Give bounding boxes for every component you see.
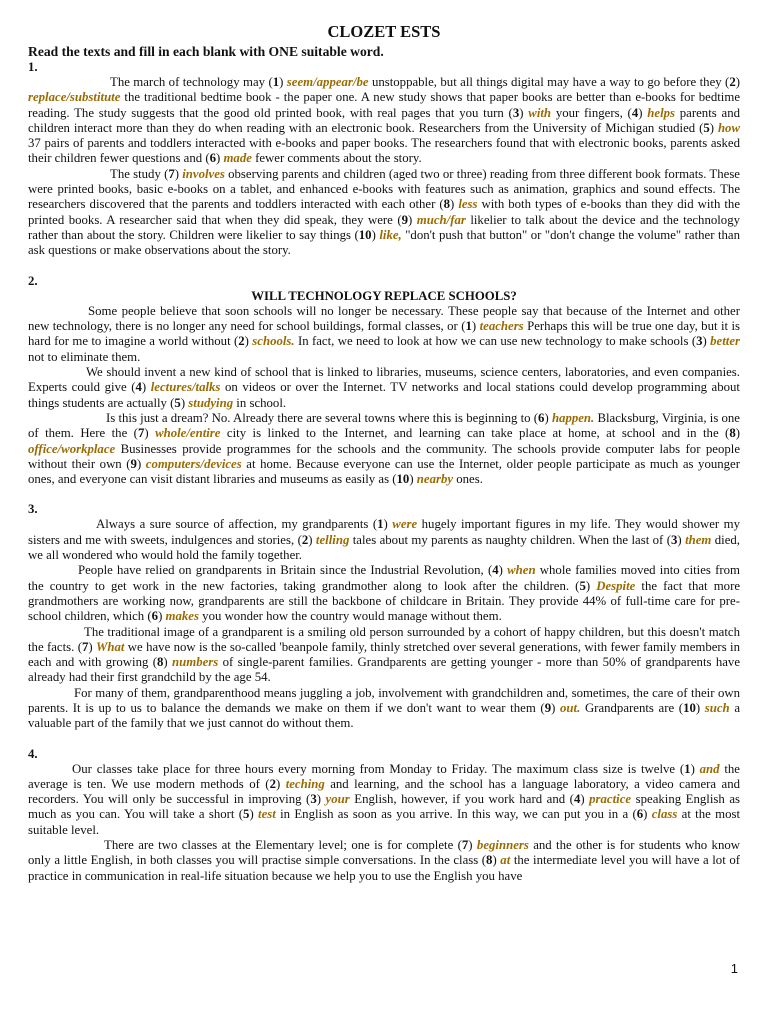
blank-number: 1 bbox=[684, 761, 691, 776]
filled-answer: such bbox=[704, 700, 730, 715]
blank-number: 8 bbox=[729, 426, 736, 441]
blank-number: 5 bbox=[174, 395, 181, 410]
filled-answer: when bbox=[507, 563, 536, 578]
filled-answer: schools. bbox=[252, 334, 295, 349]
blank-number: 10 bbox=[683, 700, 696, 715]
blank-number: 2 bbox=[729, 75, 736, 89]
filled-answer: helps bbox=[647, 105, 676, 120]
sections-container bbox=[28, 60, 740, 884]
paragraph: Some people believe that soon schools will no longer be necessary. These people say that because of the Internet and other new technology, there is no longer any need for school buildings, formal classes, or (1) teachers Perhaps this will be true one day, but it is hard for me to imagine a world without (2) schools. In fact, we need to look at how we can use new technology to make schools (3) better not to eliminate them. bbox=[28, 303, 741, 364]
filled-answer: nearby bbox=[416, 472, 454, 487]
blank-number: 2 bbox=[301, 532, 309, 547]
blank-number: 3 bbox=[310, 792, 317, 807]
blank-number: 8 bbox=[486, 853, 493, 868]
blank-number: 1 bbox=[377, 517, 384, 532]
filled-answer: office/workplace bbox=[28, 441, 116, 456]
filled-answer: Despite bbox=[596, 578, 636, 593]
filled-answer: whole/entire bbox=[155, 426, 221, 441]
blank-number: 2 bbox=[269, 776, 276, 791]
paragraph: Always a sure source of affection, my grandparents (1) were hugely important figures in my life. They would shower my sisters and me with sweets, indulgences and stories, (2) telling tales about my parents as naughty children. When the last of (3) them died, we all wondered who would hold the family together. bbox=[28, 517, 741, 563]
filled-answer: replace/substitute bbox=[28, 90, 121, 105]
paragraph: We should invent a new kind of school that is linked to libraries, museums, science centers, laboratories, and even companies. Experts could give (4) lectures/talks on videos or over the Internet. TV networks and local stations could develop programming about things students are actually (5) studying in school. bbox=[28, 365, 740, 410]
instructions: Read the texts and fill in each blank with ONE suitable word. bbox=[28, 44, 384, 59]
filled-answer: them bbox=[685, 532, 712, 547]
blank-number: 3 bbox=[670, 532, 678, 547]
blank-number: 10 bbox=[358, 227, 372, 242]
blank-number: 5 bbox=[243, 807, 250, 822]
document-page bbox=[28, 22, 740, 884]
page-number: 1 bbox=[730, 961, 738, 976]
filled-answer: test bbox=[258, 807, 276, 822]
section-number: 3. bbox=[28, 502, 38, 517]
blank-number: 1 bbox=[465, 319, 472, 334]
filled-answer: less bbox=[458, 197, 478, 212]
filled-answer: like, bbox=[379, 227, 402, 242]
filled-answer: lectures/talks bbox=[150, 380, 221, 395]
filled-answer: computers/devices bbox=[145, 456, 242, 471]
filled-answer: better bbox=[710, 334, 740, 349]
blank-number: 4 bbox=[573, 792, 581, 807]
filled-answer: practice bbox=[589, 792, 632, 807]
filled-answer: What bbox=[96, 639, 125, 654]
blank-number: 6 bbox=[151, 609, 159, 624]
blank-number: 8 bbox=[443, 197, 451, 212]
paragraph: People have relied on grandparents in Britain since the Industrial Revolution, (4) when whole families moved into cities from the country to get work in the new factories, taking grandmother along to look after the children. (5) Despite the fact that more grandmothers are working now, grandparents are still the backbone of childcare in Britain. They provide 44% of full-time care for pre- school children, which (6) makes you wonder how the country would manage without them. bbox=[28, 563, 741, 624]
filled-answer: numbers bbox=[172, 655, 219, 670]
blank-number: 6 bbox=[538, 410, 545, 425]
filled-answer: teachers bbox=[479, 319, 524, 334]
blank-number: 3 bbox=[512, 105, 520, 120]
section-number: 2. bbox=[28, 273, 38, 288]
filled-answer: much/far bbox=[416, 212, 466, 227]
blank-number: 5 bbox=[579, 578, 586, 593]
blank-number: 8 bbox=[156, 655, 164, 670]
paragraph: The traditional image of a grandparent is a smiling old person surrounded by a cohort of happy children, but this doesn't match the facts. (7) What we have now is the so-called 'beanpole family, thinly stretched over several generations, with fewer family members in each and with growing (8) numbers of single-parent families. Grandparents are getting younger - more than 50% of grandparents have already had their first grandchild by the age 54. bbox=[28, 624, 740, 685]
section-title: WILL TECHNOLOGY REPLACE SCHOOLS? bbox=[251, 288, 517, 303]
blank-number: 9 bbox=[544, 700, 552, 715]
filled-answer: makes bbox=[165, 609, 199, 624]
paragraph: There are two classes at the Elementary level; one is for complete (7) beginners and the other is for students who know only a little English, in both classes you will practise simple conversations. In the class (8) at the intermediate level you will have a lot of practice in communication in real-life situation because we help you to use the English you have bbox=[28, 838, 740, 883]
filled-answer: class bbox=[651, 807, 678, 822]
blank-number: 4 bbox=[492, 563, 499, 578]
filled-answer: and bbox=[699, 761, 720, 776]
blank-number: 2 bbox=[238, 334, 245, 349]
filled-answer: happen. bbox=[551, 410, 595, 425]
blank-number: 1 bbox=[272, 75, 280, 89]
blank-number: 3 bbox=[696, 334, 703, 349]
filled-answer: studying bbox=[188, 395, 234, 410]
paragraph: Our classes take place for three hours every morning from Monday to Friday. The maximum class size is twelve (1) and the average is ten. We use modern methods of (2) teching and learning, and the school has a language laboratory, a video camera and recorders. You will only be successful in improving (3) your English, however, if you work hard and (4) practice speaking English as much as you can. You will take a short (5) test in English as soon as you arrive. In this way, we can put you in a (6) class at the most suitable level. bbox=[28, 761, 741, 837]
blank-number: 10 bbox=[396, 472, 410, 487]
blank-number: 6 bbox=[209, 151, 216, 166]
filled-answer: with bbox=[528, 105, 552, 120]
paragraph: The march of technology may (1) seem/appear/be unstoppable, but all things digital may have a way to go before they (2) replace/substitute the traditional bedtime book - the paper one. A new study shows that paper books are better than e-books for bedtime reading. The study suggests that the good old printed book, with real pages that you turn (3) with your fingers, (4) helps parents and children interact more than they do when reading with an electronic book. Researchers from the University of Michigan studied (5) how 37 pairs of parents and toddlers interacted with e-books and paper books. The researchers found that with electronic books, parents asked their children fewer questions and (6) made fewer comments about the story. bbox=[28, 75, 740, 166]
blank-number: 5 bbox=[703, 120, 710, 135]
filled-answer: your bbox=[325, 792, 350, 807]
blank-number: 6 bbox=[636, 807, 644, 822]
blank-number: 4 bbox=[135, 380, 142, 395]
blank-number: 9 bbox=[401, 212, 409, 227]
paragraph: For many of them, grandparenthood means juggling a job, involvement with grandchildren and, sometimes, the care of their own parents. It is up to us to balance the demands we make on them if we don't want to wear them (9) out. Grandparents are (10) such a valuable part of the family that we just cannot do without them. bbox=[28, 685, 741, 731]
filled-answer: at bbox=[500, 853, 511, 868]
filled-answer: out. bbox=[560, 700, 581, 715]
filled-answer: teching bbox=[285, 776, 325, 791]
blank-number: 7 bbox=[137, 426, 145, 441]
section-number: 1. bbox=[28, 60, 38, 74]
filled-answer: how bbox=[717, 120, 740, 135]
section-number: 4. bbox=[28, 746, 38, 761]
filled-answer: made bbox=[223, 151, 252, 166]
blank-number: 4 bbox=[631, 105, 639, 120]
filled-answer: were bbox=[392, 517, 418, 532]
blank-number: 7 bbox=[461, 838, 469, 853]
filled-answer: seem/appear/be bbox=[286, 75, 369, 89]
blank-number: 9 bbox=[130, 456, 137, 471]
document-title: CLOZET ESTS bbox=[327, 22, 441, 41]
blank-number: 7 bbox=[81, 639, 89, 654]
filled-answer: telling bbox=[315, 532, 350, 547]
filled-answer: beginners bbox=[476, 838, 529, 853]
paragraph: Is this just a dream? No. Already there are several towns where this is beginning to (6) happen. Blacksburg, Virginia, is one of them. Here the (7) whole/entire city is linked to the Internet, and learning can take place at home, at school and in the (8) office/workplace Businesses provide programmes for the schools and the community. The schools provide computer labs for people without their own (9) computers/devices at home. Because everyone can use the Internet, older people participate as much as younger ones, and everyone can visit distant libraries and museums as easily as (10) nearby ones. bbox=[28, 410, 740, 487]
blank-number: 7 bbox=[168, 166, 175, 181]
paragraph: The study (7) involves observing parents and children (aged two or three) reading from three different book formats. These were printed books, basic e-books on a tablet, and enhanced e-books with features such as animation, graphics and sound effects. The researchers discovered that the parents and toddlers interacted with each other (8) less with both types of e-books than they did with the printed books. A researcher said that when they did speak, they were (9) much/far likelier to talk about the device and the technology rather than about the story. Children were likelier to say things (10) like, "don't push that button" or "don't change the volume" rather than ask questions or make observations about the story. bbox=[28, 166, 740, 258]
filled-answer: involves bbox=[182, 166, 225, 181]
